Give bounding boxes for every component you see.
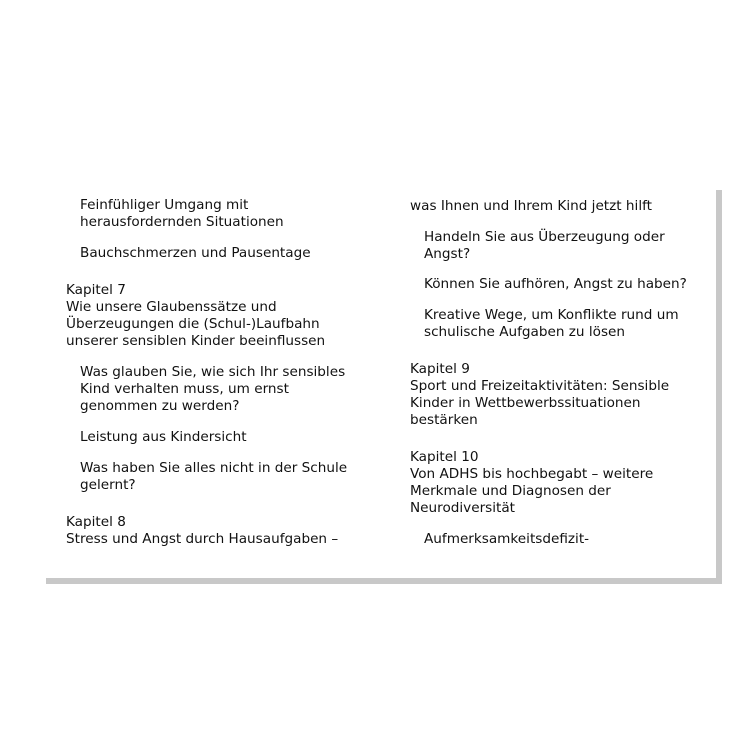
toc-entry-line: schulische Aufgaben zu lösen xyxy=(424,324,626,340)
chapter-label: Kapitel 9 xyxy=(410,361,470,377)
chapter-title-line: Merkmale und Diagnosen der xyxy=(410,483,611,499)
chapter-title-line: Sport und Freizeitaktivitäten: Sensible xyxy=(410,378,670,394)
toc-entry-line: gelernt? xyxy=(80,477,136,493)
toc-page xyxy=(40,184,716,578)
chapter-title-line: was Ihnen und Ihrem Kind jetzt hilft xyxy=(410,198,652,214)
chapter-title-line: bestärken xyxy=(410,412,478,428)
toc-entry-line: genommen zu werden? xyxy=(80,398,240,414)
toc-entry-line: Aufmerksamkeitsdefizit- xyxy=(424,531,590,547)
toc-entry-line: herausfordernden Situationen xyxy=(80,214,284,230)
chapter-title-line: Wie unsere Glaubenssätze und xyxy=(66,299,277,315)
chapter-title-line: Von ADHS bis hochbegabt – weitere xyxy=(410,466,654,482)
toc-entry-line: Bauchschmerzen und Pausentage xyxy=(80,245,311,261)
chapter-title-line: Neurodiversität xyxy=(410,500,516,516)
toc-entry-line: Feinfühliger Umgang mit xyxy=(80,197,249,213)
toc-entry-line: Kind verhalten muss, um ernst xyxy=(80,381,289,397)
toc-entry-line: Leistung aus Kindersicht xyxy=(80,429,247,445)
chapter-title-line: Überzeugungen die (Schul-)Laufbahn xyxy=(66,316,320,332)
chapter-title-line: unserer sensiblen Kinder beeinflussen xyxy=(66,333,326,349)
chapter-label: Kapitel 7 xyxy=(66,282,126,298)
toc-entry-line: Können Sie aufhören, Angst zu haben? xyxy=(424,276,687,292)
toc-entry-line: Kreative Wege, um Konflikte rund um xyxy=(424,307,679,323)
chapter-title-line: Kinder in Wettbewerbssituationen xyxy=(410,395,641,411)
chapter-label: Kapitel 10 xyxy=(410,449,479,465)
toc-entry-line: Angst? xyxy=(424,246,471,262)
toc-entry-line: Was haben Sie alles nicht in der Schule xyxy=(80,460,348,476)
chapter-title-line: Stress und Angst durch Hausaufgaben – xyxy=(66,531,339,547)
toc-entry-line: Was glauben Sie, wie sich Ihr sensibles xyxy=(80,364,346,380)
toc-entry-line: Handeln Sie aus Überzeugung oder xyxy=(424,229,665,245)
chapter-label: Kapitel 8 xyxy=(66,514,126,530)
